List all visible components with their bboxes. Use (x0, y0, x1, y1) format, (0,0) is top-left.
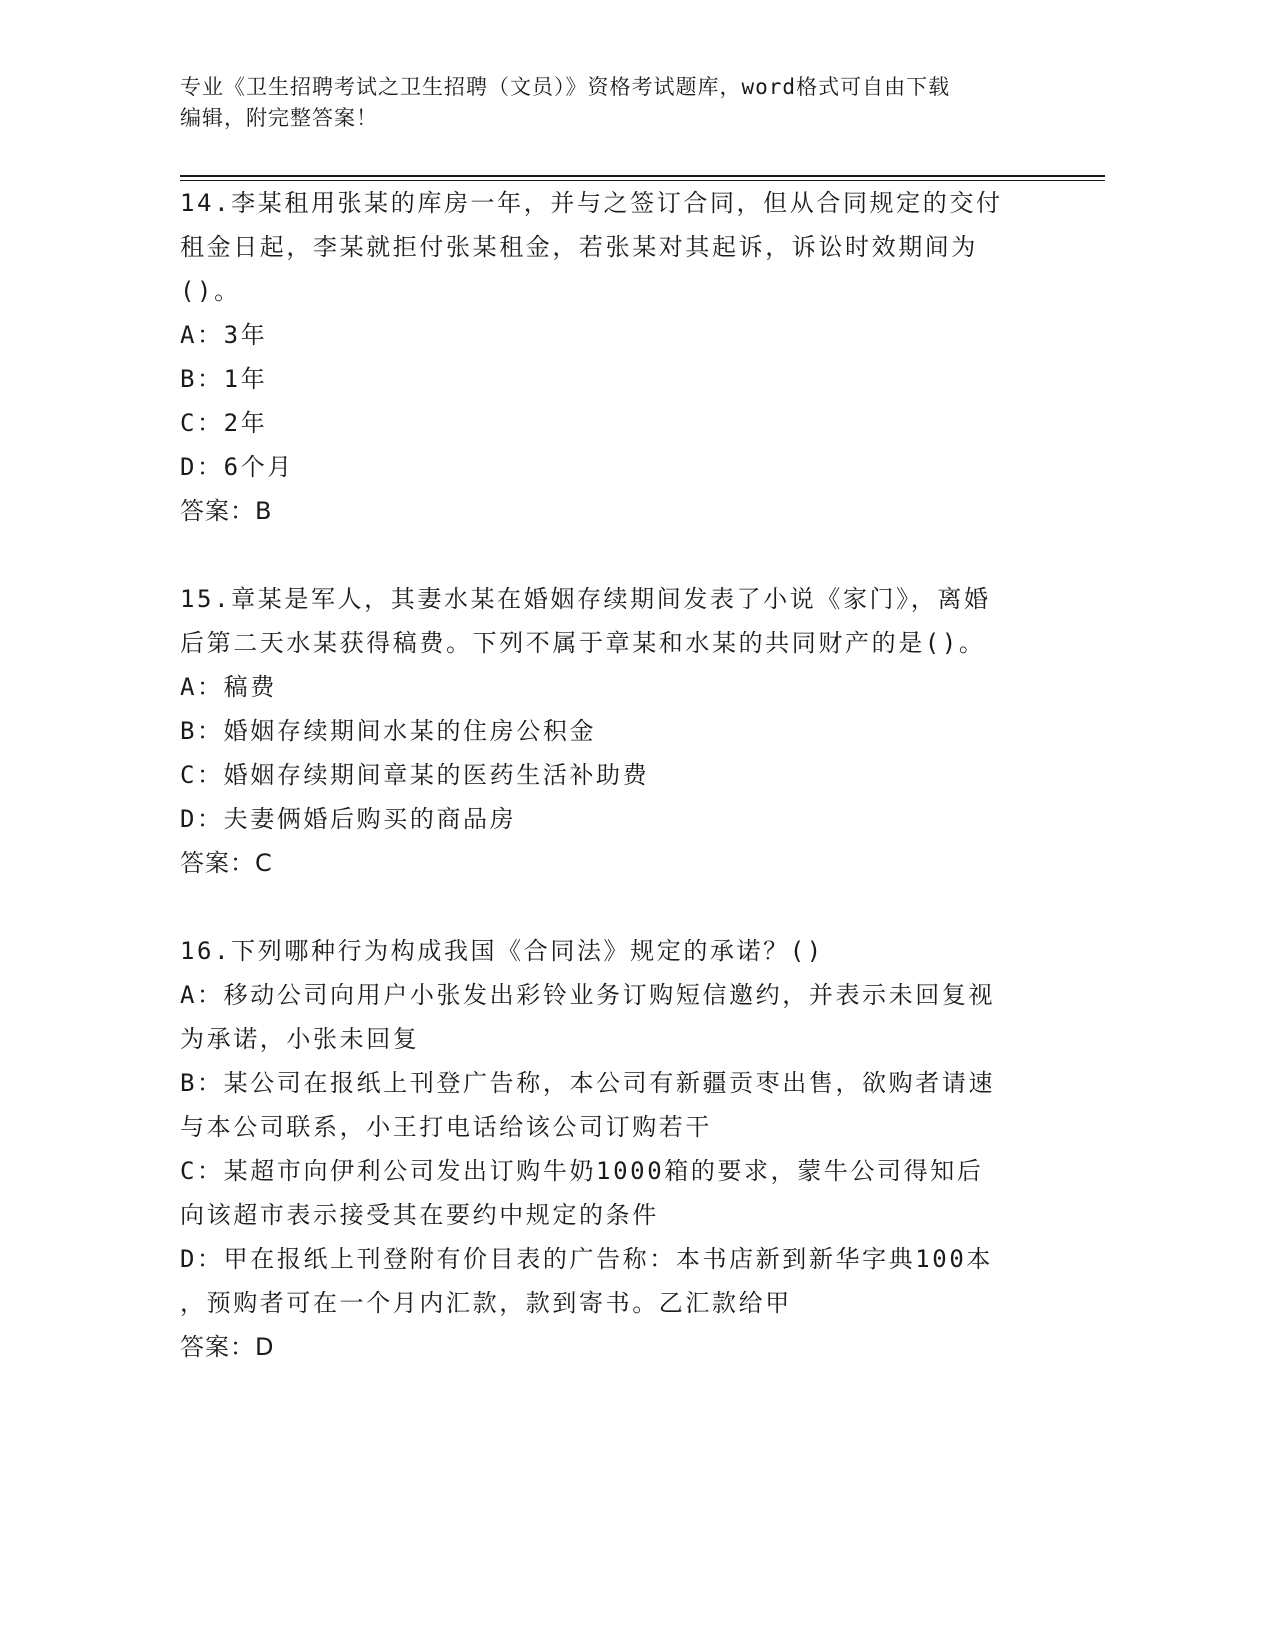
answer-option (180, 1237, 1040, 1325)
answer-option-line: C：某超市向伊利公司发出订购牛奶1000箱的要求，蒙牛公司得知后 (180, 1157, 984, 1185)
question-spacer (180, 885, 1040, 929)
answer-option (180, 445, 1040, 489)
answer-option-line: ，预购者可在一个月内汇款，款到寄书。乙汇款给甲 (180, 1289, 792, 1317)
question-stem-line: 14.李某租用张某的库房一年，并与之签订合同，但从合同规定的交付 (180, 189, 1003, 217)
question-stem-line: 15.章某是军人，其妻水某在婚姻存续期间发表了小说《家门》，离婚 (180, 585, 991, 613)
answer-option-line: D：6个月 (180, 453, 294, 481)
answer-option (180, 1061, 1040, 1149)
answer-option-line: D：夫妻俩婚后购买的商品房 (180, 805, 517, 833)
answer-option-line: A：3年 (180, 321, 268, 349)
question-block (180, 577, 1040, 885)
answer-option (180, 1149, 1040, 1237)
answer-option-line: A：移动公司向用户小张发出彩铃业务订购短信邀约，并表示未回复视 (180, 981, 996, 1009)
question-spacer (180, 533, 1040, 577)
question-stem-line: ()。 (180, 277, 241, 305)
document-header (180, 72, 1040, 134)
answer-option-line: B：婚姻存续期间水某的住房公积金 (180, 717, 597, 745)
question-block (180, 929, 1040, 1369)
answer-option (180, 665, 1040, 709)
answer-option-line: 向该超市表示接受其在要约中规定的条件 (180, 1201, 659, 1229)
header-divider-thick (180, 175, 1105, 177)
answer-option (180, 313, 1040, 357)
answer-option-line: C：婚姻存续期间章某的医药生活补助费 (180, 761, 650, 789)
correct-answer: 答案：B (180, 497, 273, 525)
answer-option-line: B：某公司在报纸上刊登广告称，本公司有新疆贡枣出售，欲购者请速 (180, 1069, 996, 1097)
answer-option-line: D：甲在报纸上刊登附有价目表的广告称：本书店新到新华字典100本 (180, 1245, 993, 1273)
answer-option (180, 401, 1040, 445)
answer-option-line: 为承诺，小张未回复 (180, 1025, 420, 1053)
header-line-1: 专业《卫生招聘考试之卫生招聘（文员）》资格考试题库，word格式可自由下载 (180, 75, 951, 99)
header-line-2: 编辑，附完整答案！ (180, 106, 378, 130)
question-block (180, 181, 1040, 533)
answer-option (180, 709, 1040, 753)
answer-option-line: B：1年 (180, 365, 268, 393)
correct-answer: 答案：D (180, 1333, 275, 1361)
question-stem-line: 租金日起，李某就拒付张某租金，若张某对其起诉，诉讼时效期间为 (180, 233, 978, 261)
answer-option-line: 与本公司联系，小王打电话给该公司订购若干 (180, 1113, 712, 1141)
answer-option (180, 753, 1040, 797)
question-list (180, 181, 1040, 1369)
correct-answer: 答案：C (180, 849, 273, 877)
answer-option (180, 357, 1040, 401)
answer-option-line: A：稿费 (180, 673, 277, 701)
answer-option (180, 797, 1040, 841)
answer-option (180, 973, 1040, 1061)
answer-option-line: C：2年 (180, 409, 268, 437)
question-stem-line: 16.下列哪种行为构成我国《合同法》规定的承诺？() (180, 937, 824, 965)
question-stem-line: 后第二天水某获得稿费。下列不属于章某和水某的共同财产的是()。 (180, 629, 986, 657)
